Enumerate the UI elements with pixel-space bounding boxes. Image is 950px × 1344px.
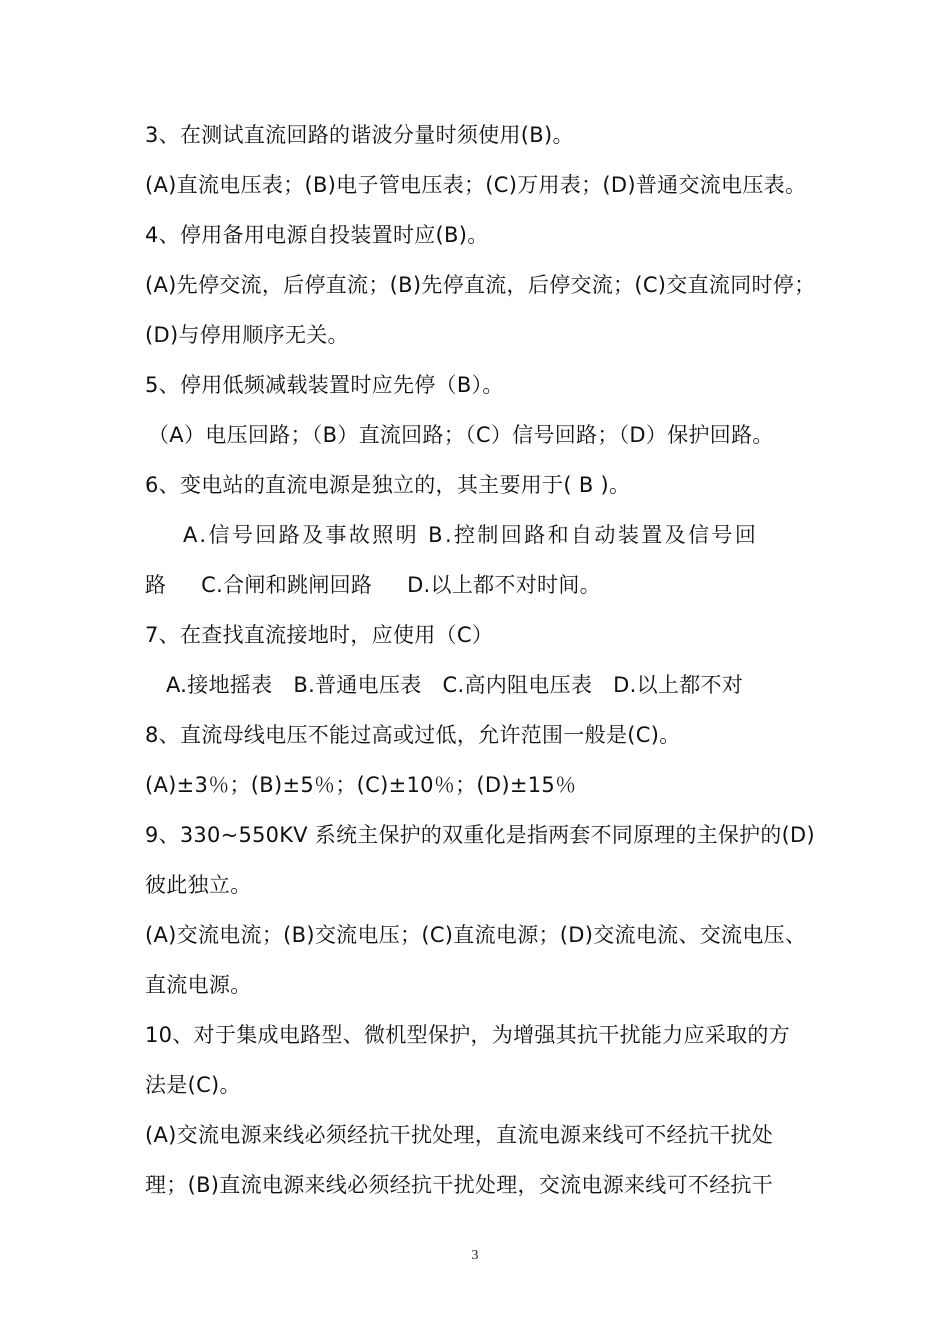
question-3: 3、在测试直流回路的谐波分量时须使用(B)。 [145,123,574,147]
question-9-options: (A)交流电流；(B)交流电压；(C)直流电源；(D)交流电流、交流电压、 [145,923,807,947]
question-5-options: （A）电压回路；（B）直流回路；（C）信号回路；（D）保护回路。 [148,423,774,447]
question-10-options-cont: 理；(B)直流电源来线必须经抗干扰处理，交流电源来线可不经抗干 [145,1173,774,1197]
question-9-cont: 彼此独立。 [145,873,252,897]
question-10-cont: 法是(C)。 [145,1073,241,1097]
question-8-options: (A)±3％；(B)±5％；(C)±10％；(D)±15％ [145,773,577,797]
question-9: 9、330~550KV 系统主保护的双重化是指两套不同原理的主保护的(D) [145,823,815,847]
question-7-options: A.接地摇表 B.普通电压表 C.高内阻电压表 D.以上都不对 [166,673,744,697]
question-7: 7、在查找直流接地时，应使用（C） [145,623,494,647]
question-6-options-cont: 路 C.合闸和跳闸回路 D.以上都不对时间。 [145,573,601,597]
question-4: 4、停用备用电源自投装置时应(B)。 [145,223,489,247]
question-10-options: (A)交流电源来线必须经抗干扰处理，直流电源来线可不经抗干扰处 [145,1123,774,1147]
question-6: 6、变电站的直流电源是独立的，其主要用于( B )。 [145,473,631,497]
question-4-options-cont: (D)与停用顺序无关。 [145,323,349,347]
question-4-options: (A)先停交流，后停直流；(B)先停直流，后停交流；(C)交直流同时停； [145,273,816,297]
page-number: 3 [471,1248,479,1263]
question-10: 10、对于集成电路型、微机型保护，为增强其抗干扰能力应采取的方 [145,1023,791,1047]
question-3-options: (A)直流电压表；(B)电子管电压表；(C)万用表；(D)普通交流电压表。 [145,173,807,197]
question-5: 5、停用低频减载装置时应先停（B）。 [145,373,504,397]
question-8: 8、直流母线电压不能过高或过低，允许范围一般是(C)。 [145,723,681,747]
question-9-options-cont: 直流电源。 [145,973,252,997]
question-6-options: A.信号回路及事故照明 B.控制回路和自动装置及信号回 [183,523,759,547]
